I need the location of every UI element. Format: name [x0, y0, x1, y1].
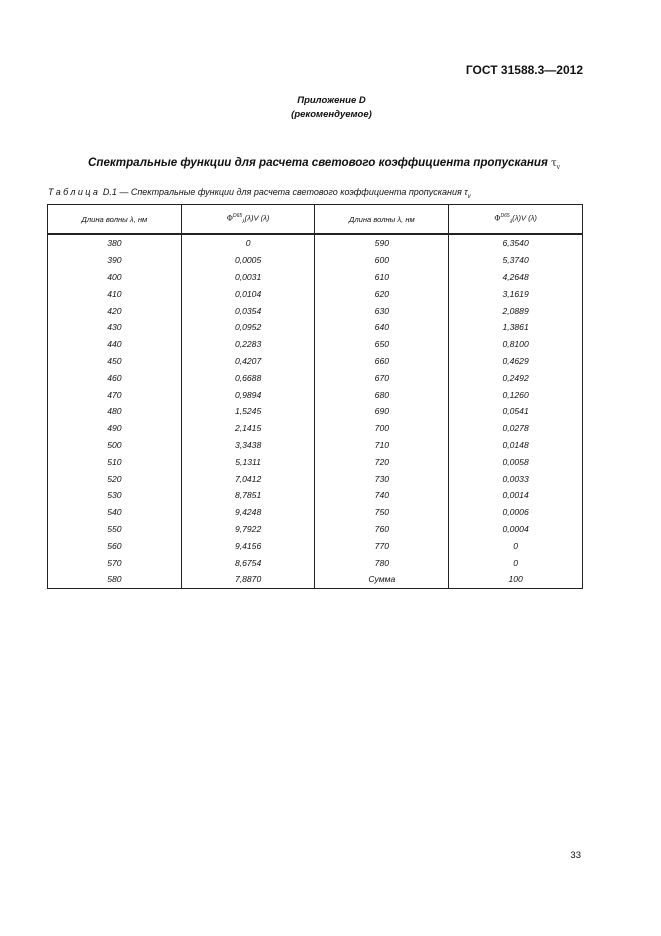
- table-row: [48, 571, 583, 588]
- header-wavelength-2: Длина волны λ, нм: [315, 205, 449, 235]
- table-caption-label: Таблица: [48, 187, 101, 197]
- table-cell: 570: [48, 554, 182, 571]
- table-cell: 520: [48, 470, 182, 487]
- table-cell: 0,0354: [181, 302, 315, 319]
- table-cell: 670: [315, 369, 449, 386]
- table-cell: 540: [48, 504, 182, 521]
- table-cell: 100: [449, 571, 583, 588]
- table-cell: 0,0952: [181, 319, 315, 336]
- table-cell: 730: [315, 470, 449, 487]
- table-cell: 690: [315, 403, 449, 420]
- table-cell: 5,1311: [181, 453, 315, 470]
- table-cell: 380: [48, 234, 182, 252]
- table-cell: 550: [48, 521, 182, 538]
- table-row: [48, 319, 583, 336]
- table-cell: 0,0004: [449, 521, 583, 538]
- table-cell: 710: [315, 437, 449, 454]
- table-cell: 530: [48, 487, 182, 504]
- table-cell: 0,0058: [449, 453, 583, 470]
- table-row: [48, 487, 583, 504]
- table-row: [48, 353, 583, 370]
- tau-symbol: $\tau_v$: [551, 158, 561, 171]
- table-cell: 0,0031: [181, 269, 315, 286]
- table-cell: 560: [48, 537, 182, 554]
- table-row: [48, 537, 583, 554]
- table-cell: 420: [48, 302, 182, 319]
- table-cell: 460: [48, 369, 182, 386]
- table-cell: 0,4629: [449, 353, 583, 370]
- table-cell: 9,4156: [181, 537, 315, 554]
- table-cell: 2,1415: [181, 420, 315, 437]
- table-cell: 580: [48, 571, 182, 588]
- table-row: [48, 521, 583, 538]
- section-heading-text: Спектральные функции для расчета светового коэффициента пропускания: [88, 156, 548, 169]
- table-cell: 0,0148: [449, 437, 583, 454]
- table-cell: 8,7851: [181, 487, 315, 504]
- table-cell: 490: [48, 420, 182, 437]
- table-row: [48, 336, 583, 353]
- table-cell: 9,7922: [181, 521, 315, 538]
- table-row: [48, 504, 583, 521]
- table-cell: 590: [315, 234, 449, 252]
- table-row: [48, 234, 583, 252]
- table-cell: 3,3438: [181, 437, 315, 454]
- table-caption-text: D.1 — Спектральные функции для расчета светового коэффициента пропускания: [102, 187, 462, 197]
- table-caption-symbol: $\tau_v$: [464, 187, 471, 200]
- table-cell: 0,1260: [449, 386, 583, 403]
- table-cell: 0: [449, 554, 583, 571]
- table-cell: 700: [315, 420, 449, 437]
- table-cell: 780: [315, 554, 449, 571]
- table-cell: 0: [449, 537, 583, 554]
- table-cell: 0,8100: [449, 336, 583, 353]
- table-cell: 500: [48, 437, 182, 454]
- table-cell: 470: [48, 386, 182, 403]
- table-cell: 440: [48, 336, 182, 353]
- annex-title: Приложение D: [297, 95, 366, 106]
- standard-designation: ГОСТ 31588.3—2012: [465, 63, 583, 77]
- table-cell: 610: [315, 269, 449, 286]
- spectral-table: [47, 204, 583, 589]
- table-row: [48, 437, 583, 454]
- table-cell: 2,0889: [449, 302, 583, 319]
- table-cell: 0,4207: [181, 353, 315, 370]
- table-cell: 630: [315, 302, 449, 319]
- table-cell: 4,2648: [449, 269, 583, 286]
- table-caption: [48, 187, 471, 200]
- table-row: [48, 285, 583, 302]
- table-cell: 0,0033: [449, 470, 583, 487]
- table-cell: 760: [315, 521, 449, 538]
- table-cell: 0,0104: [181, 285, 315, 302]
- header-wavelength-1: Длина волны λ, нм: [48, 205, 182, 235]
- table-cell: 650: [315, 336, 449, 353]
- table-body: [48, 234, 583, 588]
- table-cell: 620: [315, 285, 449, 302]
- table-cell: 7,0412: [181, 470, 315, 487]
- table-cell: 0,0006: [449, 504, 583, 521]
- table-cell: 1,5245: [181, 403, 315, 420]
- table-cell: 0: [181, 234, 315, 252]
- table-row: [48, 386, 583, 403]
- table-cell: 600: [315, 252, 449, 269]
- table-cell: 0,0278: [449, 420, 583, 437]
- table-cell: 640: [315, 319, 449, 336]
- table-row: [48, 470, 583, 487]
- header-function-2: $\Phi^{D65}_\lambda(\lambda)V$ (λ): [449, 205, 583, 235]
- table-cell: 510: [48, 453, 182, 470]
- table-row: [48, 269, 583, 286]
- table-row: [48, 302, 583, 319]
- table-row: [48, 420, 583, 437]
- table-cell: 0,2492: [449, 369, 583, 386]
- table-header-row: [48, 205, 583, 235]
- section-heading: [88, 156, 560, 171]
- table-cell: 750: [315, 504, 449, 521]
- table-cell: 740: [315, 487, 449, 504]
- table-cell: 7,8870: [181, 571, 315, 588]
- table-row: [48, 403, 583, 420]
- table-row: [48, 369, 583, 386]
- table-cell: 1,3861: [449, 319, 583, 336]
- page-number: 33: [570, 850, 581, 861]
- table-cell: 390: [48, 252, 182, 269]
- table-cell: 720: [315, 453, 449, 470]
- annex-status: (рекомендуемое): [291, 109, 372, 120]
- table-row: [48, 554, 583, 571]
- table-cell: 400: [48, 269, 182, 286]
- table-cell: 660: [315, 353, 449, 370]
- table-cell: 0,2283: [181, 336, 315, 353]
- table-cell: 680: [315, 386, 449, 403]
- table-row: [48, 252, 583, 269]
- table-cell: 480: [48, 403, 182, 420]
- table-cell: 770: [315, 537, 449, 554]
- table-cell: 8,6754: [181, 554, 315, 571]
- table-cell: 410: [48, 285, 182, 302]
- table-cell: 450: [48, 353, 182, 370]
- table-cell: 9,4248: [181, 504, 315, 521]
- table-cell: 3,1619: [449, 285, 583, 302]
- table-cell: Сумма: [315, 571, 449, 588]
- header-function-1: $\Phi^{D65}_\lambda(\lambda)V$ (λ): [181, 205, 315, 235]
- table-row: [48, 453, 583, 470]
- table-cell: 0,0005: [181, 252, 315, 269]
- table-cell: 0,6688: [181, 369, 315, 386]
- table-cell: 0,9894: [181, 386, 315, 403]
- table-cell: 0,0014: [449, 487, 583, 504]
- annex-block: [0, 94, 661, 122]
- table-cell: 5,3740: [449, 252, 583, 269]
- table-cell: 0,0541: [449, 403, 583, 420]
- table-cell: 430: [48, 319, 182, 336]
- table-cell: 6,3540: [449, 234, 583, 252]
